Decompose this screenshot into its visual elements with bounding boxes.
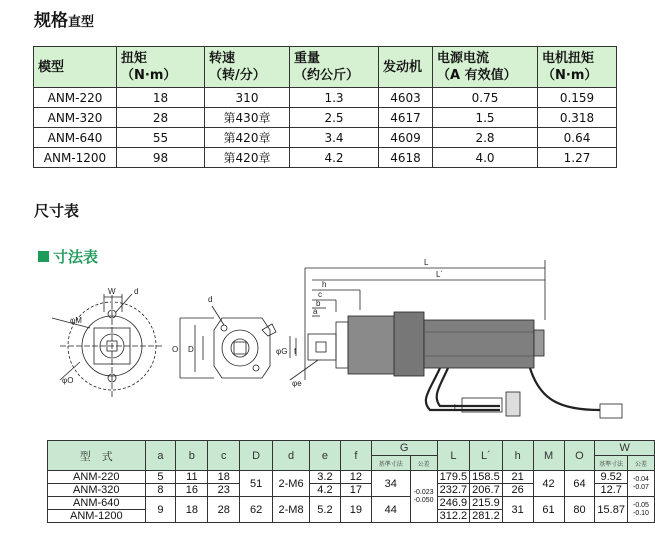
table-row [48,497,655,510]
spec-cell: 55 [117,128,205,148]
dim-cell: 215.9 [470,497,503,510]
dim-header-b: b [176,441,208,471]
dim-sub-W-std: 基準寸法 [595,456,628,471]
section-dimension-title: 尺寸表 [34,202,80,220]
spec-cell: 第430章 [205,108,290,128]
label-phiM: φM [70,316,82,325]
spec-cell: 1.3 [290,88,379,108]
dim-header-G: G [371,441,437,456]
spec-cell: ANM-320 [34,108,117,128]
dim-cell: 28 [208,497,240,523]
table-row [34,148,617,168]
dim-cell: 3.2 [309,471,340,484]
dim-cell: 31 [502,497,533,523]
dim-cell: 16 [176,484,208,497]
dim-cell: 5 [145,471,176,484]
label-W: W [108,287,116,296]
dim-header-d: d [273,441,310,471]
dim-header-a: a [145,441,176,471]
dim-header-M: M [533,441,564,471]
dim-cell: 44 [371,497,410,523]
spec-cell: 0.318 [538,108,617,128]
label-a: a [313,307,318,316]
dim-cell: 23 [208,484,240,497]
page-title: 规格直型 [34,11,95,31]
label-Lp: L´ [436,270,444,279]
dim-header-Lp: L´ [470,441,503,471]
spec-header-current: 电源电流 （A 有效值） [433,47,538,88]
spec-cell: 第420章 [205,148,290,168]
spec-cell: 4603 [379,88,433,108]
dim-cell: 18 [176,497,208,523]
flange-side-view [172,295,276,378]
dim-cell: 51 [240,471,273,497]
spec-cell: 0.159 [538,88,617,108]
dim-cell: 179.5 [437,471,470,484]
dim-model: ANM-640 [48,497,146,510]
label-b: b [316,299,321,308]
dim-cell: 4.2 [309,484,340,497]
dim-cell: 206.7 [470,484,503,497]
table-row [34,128,617,148]
spec-header-model: 模型 [34,47,117,88]
dim-header-L: L [437,441,470,471]
spec-header-engine: 发动机 [379,47,433,88]
dimension-table [47,440,655,523]
dim-cell: 9.52 [595,471,628,484]
dim-header-O: O [564,441,595,471]
dim-cell: 80 [564,497,595,523]
dim-cell: 42 [533,471,564,497]
flange-front-view [52,287,164,398]
table-row [34,88,617,108]
label-d2: d [208,295,213,304]
motor-side-view [276,258,622,418]
spec-cell: 4.0 [433,148,538,168]
dim-header-D: D [240,441,273,471]
label-phiG: φG [276,347,288,356]
dim-cell: 246.9 [437,497,470,510]
dim-cell: 17 [340,484,371,497]
dim-cell: 158.5 [470,471,503,484]
dim-cell: 34 [371,471,410,497]
dim-sub-G-tol: 公差 [410,456,437,471]
dim-sub-G-std: 基準寸法 [371,456,410,471]
dim-cell: -0.023 -0.050 [410,471,437,523]
spec-cell: 1.27 [538,148,617,168]
spec-header-speed: 转速 （转/分） [205,47,290,88]
dim-cell: -0.05 -0.10 [627,497,654,523]
dim-model: ANM-220 [48,471,146,484]
label-L: L [424,258,429,267]
spec-cell: 3.4 [290,128,379,148]
table-row [48,471,655,484]
dim-sub-W-tol: 公差 [627,456,654,471]
spec-cell: ANM-640 [34,128,117,148]
dim-cell: 2-M6 [273,471,310,497]
label-d: d [134,287,139,296]
label-D: D [188,345,194,354]
spec-cell: 4.2 [290,148,379,168]
spec-cell: 4617 [379,108,433,128]
spec-cell: 18 [117,88,205,108]
label-l: l [454,403,456,412]
spec-cell: ANM-220 [34,88,117,108]
dim-cell: 61 [533,497,564,523]
dim-header-h: h [502,441,533,471]
dim-cell: 64 [564,471,595,497]
dim-cell: 12.7 [595,484,628,497]
spec-header-torque: 扭矩 （N·m） [117,47,205,88]
dim-cell: 8 [145,484,176,497]
motor-drawing [0,250,655,440]
dim-cell: 9 [145,497,176,523]
dim-cell: 12 [340,471,371,484]
label-O: O [172,345,179,354]
spec-header-weight: 重量 （约公斤） [290,47,379,88]
spec-cell: 第420章 [205,128,290,148]
dim-header-W: W [595,441,655,456]
spec-header-motor-torque: 电机扭矩 （N·m） [538,47,617,88]
spec-cell: 4618 [379,148,433,168]
dim-header-c: c [208,441,240,471]
dim-cell: 232.7 [437,484,470,497]
dim-header-model: 型 式 [48,441,146,471]
spec-cell: 0.64 [538,128,617,148]
dim-cell: 26 [502,484,533,497]
dim-cell: 15.87 [595,497,628,523]
spec-cell: 98 [117,148,205,168]
spec-cell: 4609 [379,128,433,148]
dim-cell: 11 [176,471,208,484]
spec-cell: 2.8 [433,128,538,148]
dim-model: ANM-320 [48,484,146,497]
dim-cell: -0.04 -0.07 [627,471,654,497]
dim-header-e: e [309,441,340,471]
spec-cell: 1.5 [433,108,538,128]
spec-cell: 28 [117,108,205,128]
dim-cell: 5.2 [309,497,340,523]
label-h: h [322,280,327,289]
label-phiO: φO [62,376,74,385]
label-phie: φe [292,379,302,388]
dim-cell: 19 [340,497,371,523]
table-row [34,108,617,128]
label-f: f [294,347,297,356]
dim-header-f: f [340,441,371,471]
spec-cell: 2.5 [290,108,379,128]
dim-cell: 312.2 [437,510,470,523]
dimension-subtitle: 寸法表 [38,246,98,267]
spec-cell: 0.75 [433,88,538,108]
spec-table [33,46,617,168]
label-c: c [318,290,322,299]
dim-cell: 18 [208,471,240,484]
dim-cell: 21 [502,471,533,484]
dim-cell: 62 [240,497,273,523]
spec-cell: ANM-1200 [34,148,117,168]
spec-cell: 310 [205,88,290,108]
dim-cell: 281.2 [470,510,503,523]
dim-cell: 2-M8 [273,497,310,523]
dim-model: ANM-1200 [48,510,146,523]
